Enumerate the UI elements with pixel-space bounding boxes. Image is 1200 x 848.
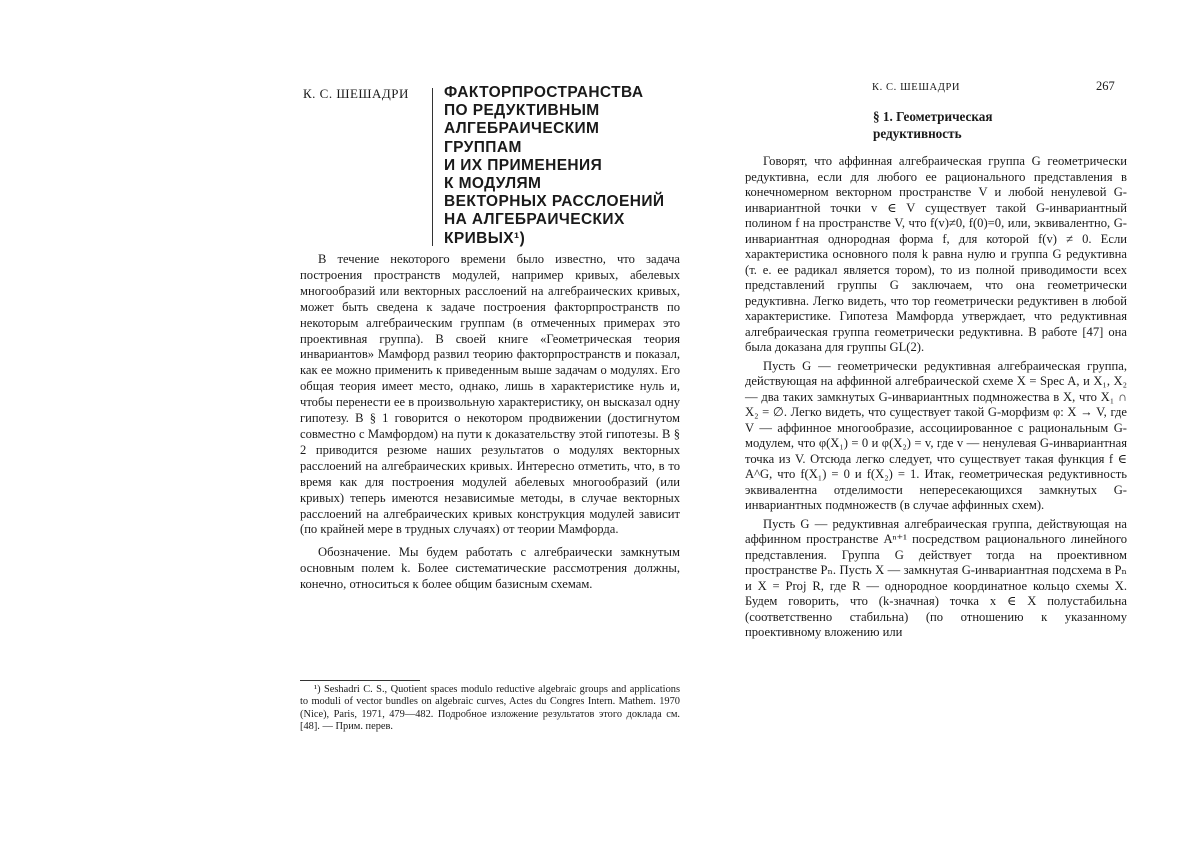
right-page [700,0,1200,848]
body-paragraph: Говорят, что аффинная алгебраическая группа G геометрически редуктивна, если для любого ее рационального представления в конечномерном векторном пространстве V и любой ненулевой G-инвариантной точки v ∈ V существует такой G-инвариантный полином f на пространстве V, что f(v)≠0, f(0)=0, или, эквивалентно, G-инвариантная однородная форма f, для которой f(v) ≠ 0. Если характеристика основного поля k равна нулю и группа G редуктивна (т. е. ее радикал является тором), то из полной приводимости всех представлений группы G заключаем, что она геометрически редуктивна. Легко видеть, что тор геометрически редуктивен в любой характеристике. Гипотеза Мамфорда утверждает, что редуктивная алгебраическая группа геометрически редуктивна. В работе [47] она была доказана для группы GL(2). [745,154,1127,354]
title-line: ГРУППАМ [444,138,522,156]
left-body-text [300,252,680,593]
title-line: ПО РЕДУКТИВНЫМ [444,102,600,120]
title-line: КРИВЫХ¹) [444,229,526,247]
title-line: И ИХ ПРИМЕНЕНИЯ [444,156,603,174]
body-paragraph: Обозначение. Мы будем работать с алгебраически замкнутым основным полем k. Более систематические рассмотрения должны, конечно, относиться к более общим базисным схемам. [300,545,680,592]
title-line: ФАКТОРПРОСТРАНСТВА [444,84,644,101]
body-paragraph: Пусть G — редуктивная алгебраическая группа, действующая на аффинном пространстве Aⁿ⁺¹ посредством рационального линейного представления. Группа G действует тогда на проективном пространстве Pₙ. Пусть X — замкнутая G-инвариантная подсхема в Pₙ и X = Proj R, где R — однородное координатное кольцо схемы X. Будем говорить, что (k-значная) точка x ∈ X полустабильна (соответственно стабильна) (по отношению к указанному проективному вложению или [745,516,1127,639]
article-title [444,84,694,248]
page-number: 267 [1096,79,1115,93]
footnote-rule [300,680,420,681]
right-body-text [745,154,1127,641]
title-line: К МОДУЛЯМ [444,175,542,193]
title-line: АЛГЕБРАИЧЕСКИМ [444,120,600,138]
section-heading [873,108,1093,142]
author-name: К. С. ШЕШАДРИ [303,86,409,101]
title-line: НА АЛГЕБРАИЧЕСКИХ [444,211,625,229]
body-paragraph: Пусть G — геометрически редуктивная алгебраическая группа, действующая на аффинной алгебраической схеме X = Spec A, и X₁, X₂ — два таких замкнутых G-инвариантных подмножества в X, что X₁ ∩ X₂ = ∅. Легко видеть, что существует такой G-морфизм φ: X → V, где V — аффинное многообразие, ассоциированное с рациональным G-модулем, что φ(X₁) = 0 и φ(X₂) = v, где v — ненулевая G-инвариантная точка из V. Отсюда легко следует, что существует такая функция f ∈ A^G, что f(X₁) = 0 и f(X₂) = 1. Итак, геометрическая редуктивность эквивалентна отделимости непересекающихся замкнутых G-инвариантных подмножеств (в случае аффинных схем). [745,358,1127,512]
section-heading-line: § 1. Геометрическая [873,109,993,124]
footnote: ¹) Seshadri C. S., Quotient spaces modulo reductive algebraic groups and applications to moduli of vector bundles on algebraic curves, Actes du Congres Intern. Mathem. 1970 (Nice), Paris, 1971, 479—482. Подробное изложение результатов этого доклада см. [48]. — Прим. перев. [300,684,680,733]
title-line: ВЕКТОРНЫХ РАССЛОЕНИЙ [444,193,665,211]
running-head: К. С. ШЕШАДРИ [872,82,961,93]
title-vertical-rule [432,88,433,246]
section-heading-line: редуктивность [873,126,962,141]
body-paragraph: В течение некоторого времени было известно, что задача построения пространств модулей, например кривых, абелевых многообразий или векторных расслоений на алгебраических кривых, может быть сведена к задаче построения факторпространств по некоторым алгебраическим группам (в отмеченных примерах это проективная группа). В своей книге «Геометрическая теория инвариантов» Мамфорд развил теорию факторпространств и показал, как ее можно применить к приведенным выше задачам о модулях. Его общая теория имеет место, однако, лишь в характеристике нуль и, чтобы перенести ее в произвольную характеристику, он высказал одну гипотезу. В § 1 говорится о некотором продвижении (достигнутом совместно с Мамфордом) на пути к доказательству этой гипотезы. В § 2 приводится резюме наших результатов о модулях векторных расслоений на алгебраических кривых. Интересно отметить, что, в то время как для построения модулей абелевых многообразий (или кривых) теперь имеются независимые методы, в случае векторных расслоений на алгебраических кривых конструкция модулей зависит (по крайней мере в трудных случаях) от теории Мамфорда. [300,252,680,537]
